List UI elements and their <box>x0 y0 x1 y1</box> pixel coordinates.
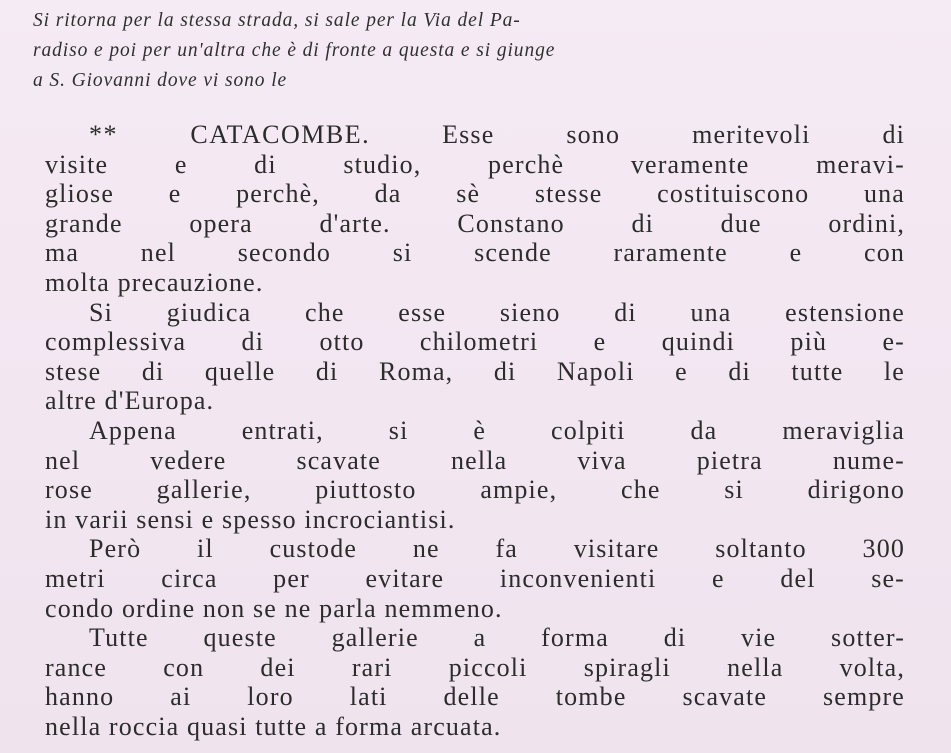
paragraph-line: Si giudica che esse sieno di una estensione <box>89 297 905 327</box>
intro-line: Si ritorna per la stessa strada, si sale per la Via del Pa- <box>33 10 521 31</box>
intro-line: radiso e poi per un'altra che è di fronte a questa e si giunge <box>33 40 556 61</box>
paragraph-line: rance con dei rari piccoli spiragli nella volta, <box>45 652 905 682</box>
paragraph-line: grande opera d'arte. Constano di due ordini, <box>45 208 905 238</box>
paragraph-line <box>45 120 905 150</box>
paragraph-line: molta precauzione. <box>45 267 264 297</box>
intro-paragraph <box>33 6 893 96</box>
paragraph-line: in varii sensi e spesso incrociantisi. <box>45 504 456 534</box>
paragraph-line: nel vedere scavate nella viva pietra nume- <box>45 445 905 475</box>
paragraph-line: hanno ai loro lati delle tombe scavate sempre <box>45 682 905 712</box>
paragraph-line: condo ordine non se ne parla nemmeno. <box>45 593 503 623</box>
paragraph-line: stese di quelle di Roma, di Napoli e di tutte le <box>45 356 905 386</box>
paragraph-line: Tutte queste gallerie a forma di vie sotter- <box>89 623 905 653</box>
paragraph-line: complessiva di otto chilometri e quindi più e- <box>45 327 905 357</box>
paragraph-line: ma nel secondo si scende raramente e con <box>45 238 905 268</box>
paragraph-line: gliose e perchè, da sè stesse costituiscono una <box>45 179 905 209</box>
paragraph-line: metri circa per evitare inconvenienti e del se- <box>45 563 905 593</box>
paragraph-line: Però il custode ne fa visitare soltanto 300 <box>89 534 905 564</box>
paragraph-line: visite e di studio, perchè veramente meravi- <box>45 149 905 179</box>
paragraph-text: Esse sono meritevoli di <box>442 120 905 149</box>
intro-line: a S. Giovanni dove vi sono le <box>33 70 288 91</box>
paragraph-line: altre d'Europa. <box>45 386 215 416</box>
body-text <box>45 120 905 741</box>
section-heading: ** CATACOMBE. <box>89 120 371 149</box>
paragraph-line: rose gallerie, piuttosto ampie, che si dirigono <box>45 475 905 505</box>
paragraph-line: nella roccia quasi tutte a forma arcuata. <box>45 711 502 741</box>
paragraph-line: Appena entrati, si è colpiti da meraviglia <box>89 415 905 445</box>
